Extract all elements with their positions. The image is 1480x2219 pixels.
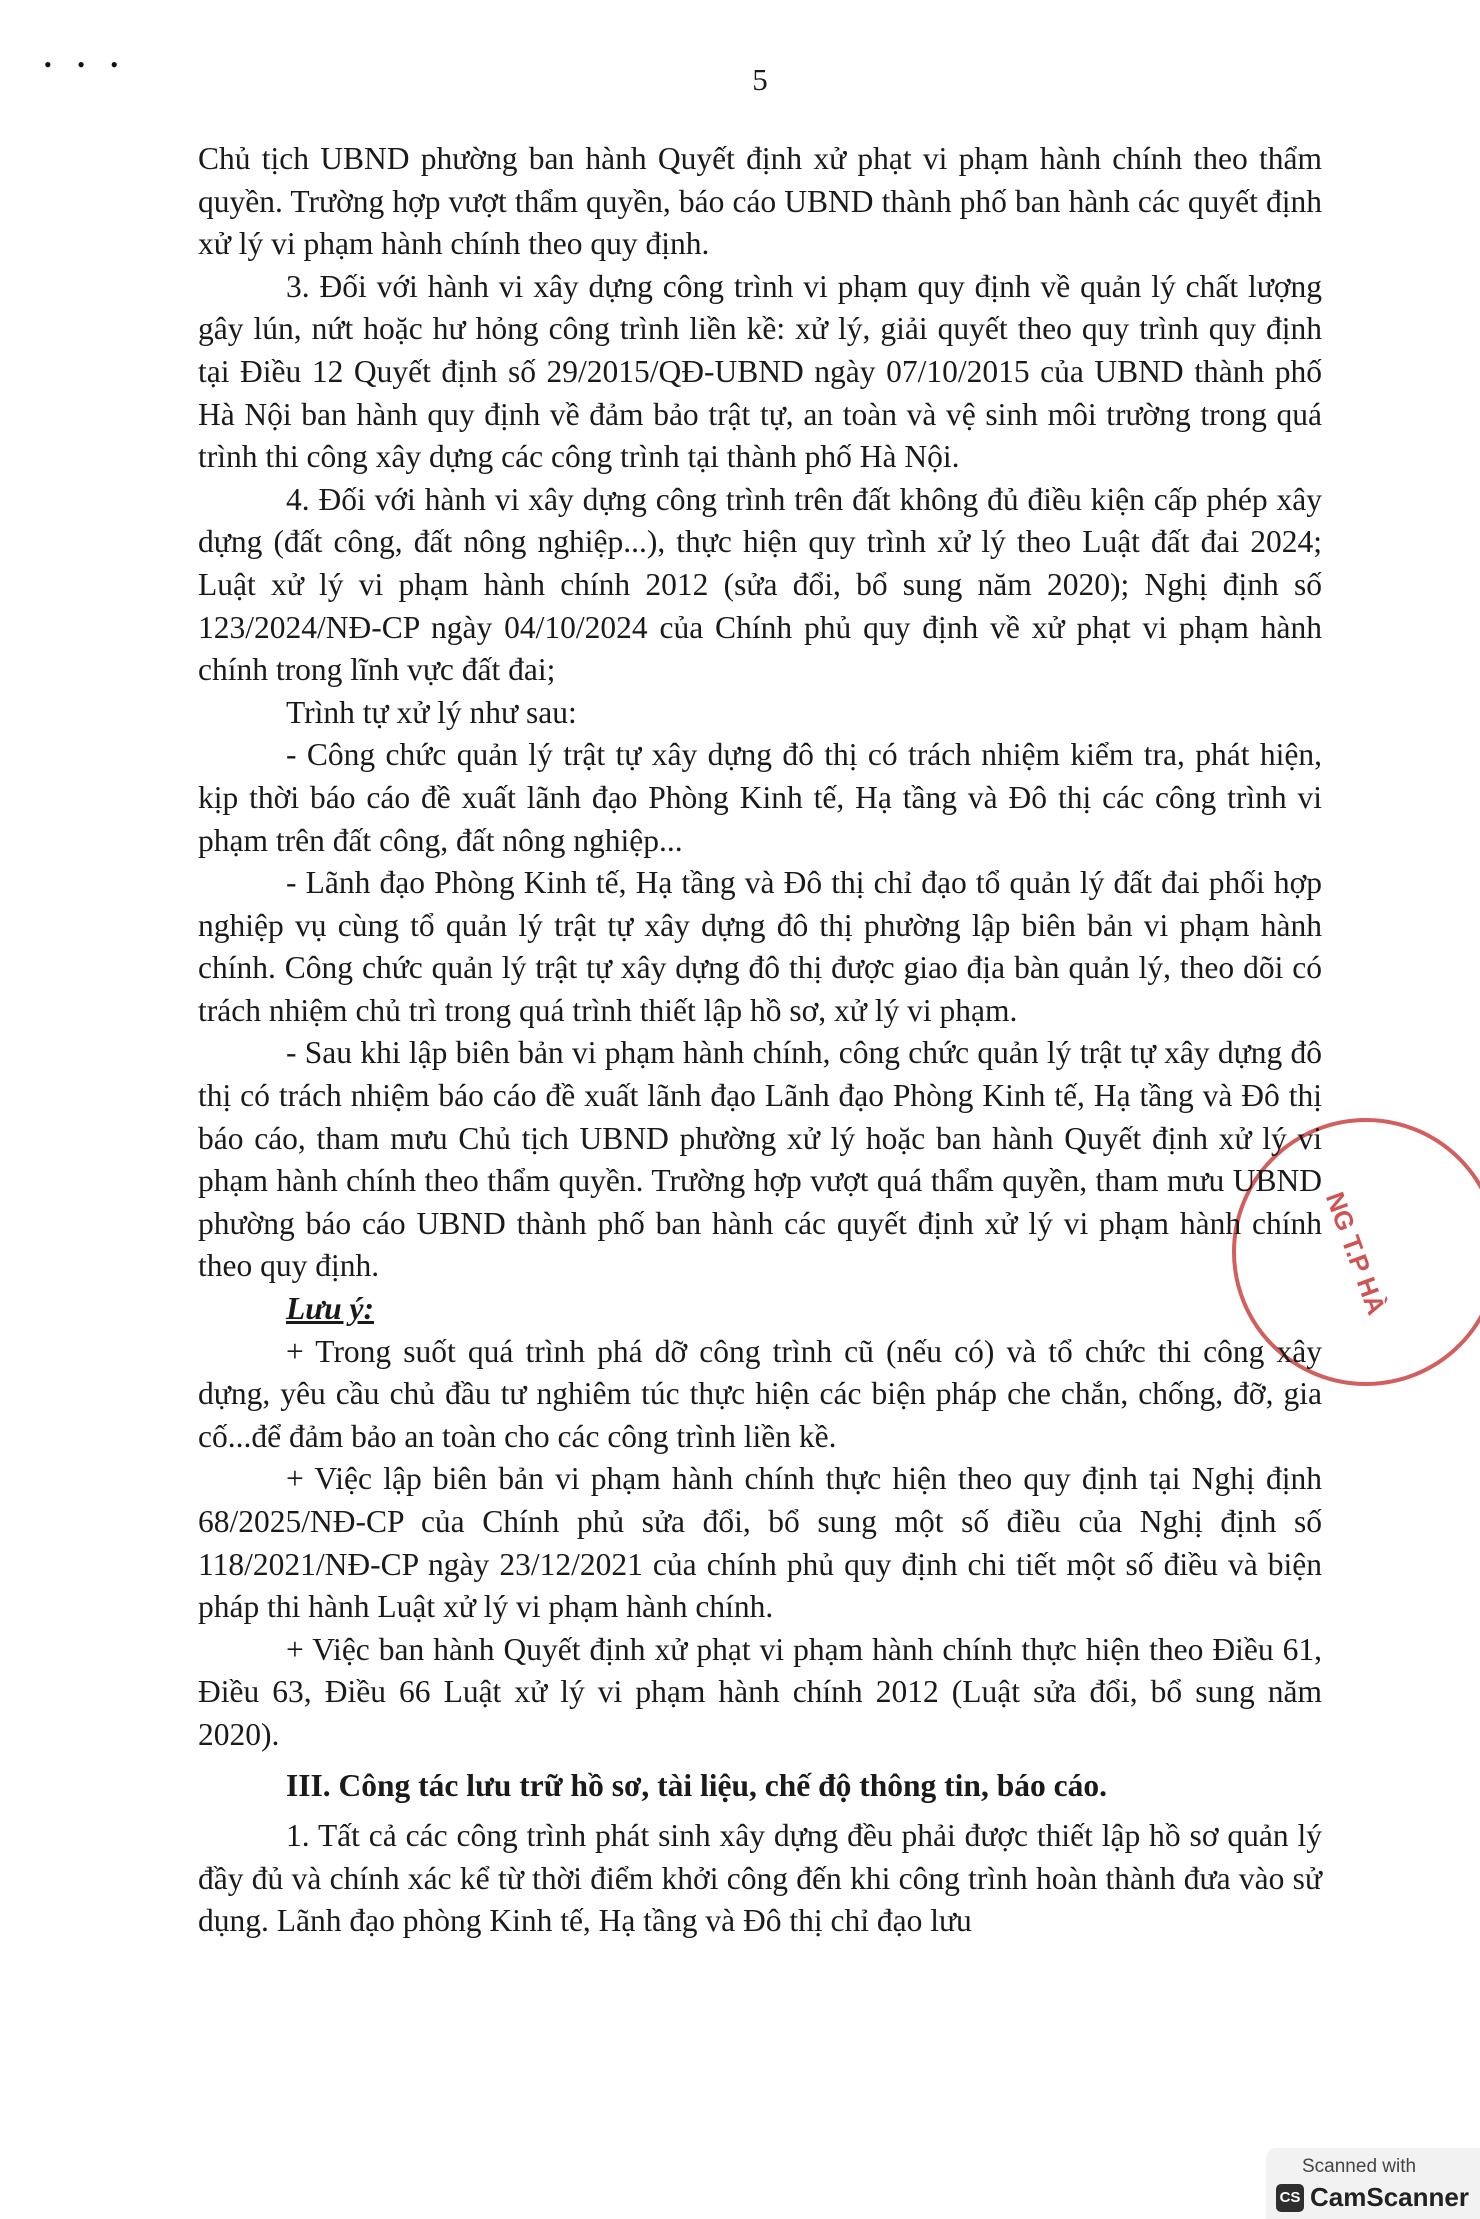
paragraph: 4. Đối với hành vi xây dựng công trình trên đất không đủ điều kiện cấp phép xây dựng (đất công, đất nông nghiệp...), thực hiện quy trình xử lý theo Luật đất đai 2024; Luật xử lý vi phạm hành chính 2012 (sửa đổi, bổ sung năm 2020); Nghị định số 123/2024/NĐ-CP ngày 04/10/2024 của Chính phủ quy định về xử phạt vi phạm hành chính trong lĩnh vực đất đai; bbox=[198, 481, 1322, 688]
watermark-caption: Scanned with bbox=[1302, 2156, 1417, 2177]
paragraph: - Sau khi lập biên bản vi phạm hành chính, công chức quản lý trật tự xây dựng đô thị có trách nhiệm báo cáo đề xuất lãnh đạo Lãnh đạo Phòng Kinh tế, Hạ tầng và Đô thị báo cáo, tham mưu Chủ tịch UBND phường xử lý hoặc ban hành Quyết định xử lý vi phạm hành chính theo thẩm quyền. Trường hợp vượt quá thẩm quyền, tham mưu UBND phường báo cáo UBND thành phố ban hành các quyết định xử lý vi phạm hành chính theo quy định. bbox=[198, 1035, 1322, 1284]
page-number: 5 bbox=[752, 62, 768, 97]
camscanner-logo-icon: CS bbox=[1276, 2184, 1304, 2212]
camscanner-watermark bbox=[1266, 2148, 1480, 2219]
note-item: + Việc ban hành Quyết định xử phạt vi phạm hành chính thực hiện theo Điều 61, Điều 63, Điều 66 Luật xử lý vi phạm hành chính 2012 (Luật sửa đổi, bổ sung năm 2020). bbox=[198, 1631, 1322, 1752]
paragraph: 1. Tất cả các công trình phát sinh xây dựng đều phải được thiết lập hồ sơ quản lý đầy đủ và chính xác kể từ thời điểm khởi công đến khi công trình hoàn thành đưa vào sử dụng. Lãnh đạo phòng Kinh tế, Hạ tầng và Đô thị chỉ đạo lưu bbox=[198, 1818, 1322, 1939]
stamp-text: NG T.P HÀ bbox=[1319, 1188, 1392, 1319]
watermark-brand: CamScanner bbox=[1310, 2182, 1469, 2212]
paragraph: Trình tự xử lý như sau: bbox=[286, 694, 577, 730]
paragraph: Chủ tịch UBND phường ban hành Quyết định xử phạt vi phạm hành chính theo thẩm quyền. Trường hợp vượt thẩm quyền, báo cáo UBND thành phố ban hành các quyết định xử lý vi phạm hành chính theo quy định. bbox=[198, 141, 1322, 262]
note-label: Lưu ý: bbox=[286, 1291, 374, 1327]
note-item: + Việc lập biên bản vi phạm hành chính thực hiện theo quy định tại Nghị định 68/2025/NĐ-CP của Chính phủ sửa đổi, bổ sung một số điều của Nghị định số 118/2021/NĐ-CP ngày 23/12/2021 của chính phủ quy định chi tiết một số điều và biện pháp thi hành Luật xử lý vi phạm hành chính. bbox=[198, 1461, 1322, 1625]
paragraph: - Lãnh đạo Phòng Kinh tế, Hạ tầng và Đô thị chỉ đạo tổ quản lý đất đai phối hợp nghiệp vụ cùng tổ quản lý trật tự xây dựng đô thị phường lập biên bản vi phạm hành chính. Công chức quản lý trật tự xây dựng đô thị được giao địa bàn quản lý, theo dõi có trách nhiệm chủ trì trong quá trình thiết lập hồ sơ, xử lý vi phạm. bbox=[198, 865, 1322, 1028]
margin-dots: • • • bbox=[44, 52, 129, 77]
paragraph: - Công chức quản lý trật tự xây dựng đô thị có trách nhiệm kiểm tra, phát hiện, kịp thời báo cáo đề xuất lãnh đạo Phòng Kinh tế, Hạ tầng và Đô thị các công trình vi phạm trên đất công, đất nông nghiệp... bbox=[198, 737, 1322, 858]
document-body bbox=[198, 138, 1322, 1943]
note-item: + Trong suốt quá trình phá dỡ công trình cũ (nếu có) và tổ chức thi công xây dựng, yêu cầu chủ đầu tư nghiêm túc thực hiện các biện pháp che chắn, chống, đỡ, gia cố...để đảm bảo an toàn cho các công trình liền kề. bbox=[198, 1333, 1322, 1454]
paragraph: 3. Đối với hành vi xây dựng công trình vi phạm quy định về quản lý chất lượng gây lún, nứt hoặc hư hỏng công trình liền kề: xử lý, giải quyết theo quy trình quy định tại Điều 12 Quyết định số 29/2015/QĐ-UBND ngày 07/10/2015 của UBND thành phố Hà Nội ban hành quy định về đảm bảo trật tự, an toàn và vệ sinh môi trường trong quá trình thi công xây dựng các công trình tại thành phố Hà Nội. bbox=[198, 268, 1322, 475]
note-heading bbox=[198, 1288, 1322, 1331]
section-heading: III. Công tác lưu trữ hồ sơ, tài liệu, chế độ thông tin, báo cáo. bbox=[286, 1767, 1107, 1803]
